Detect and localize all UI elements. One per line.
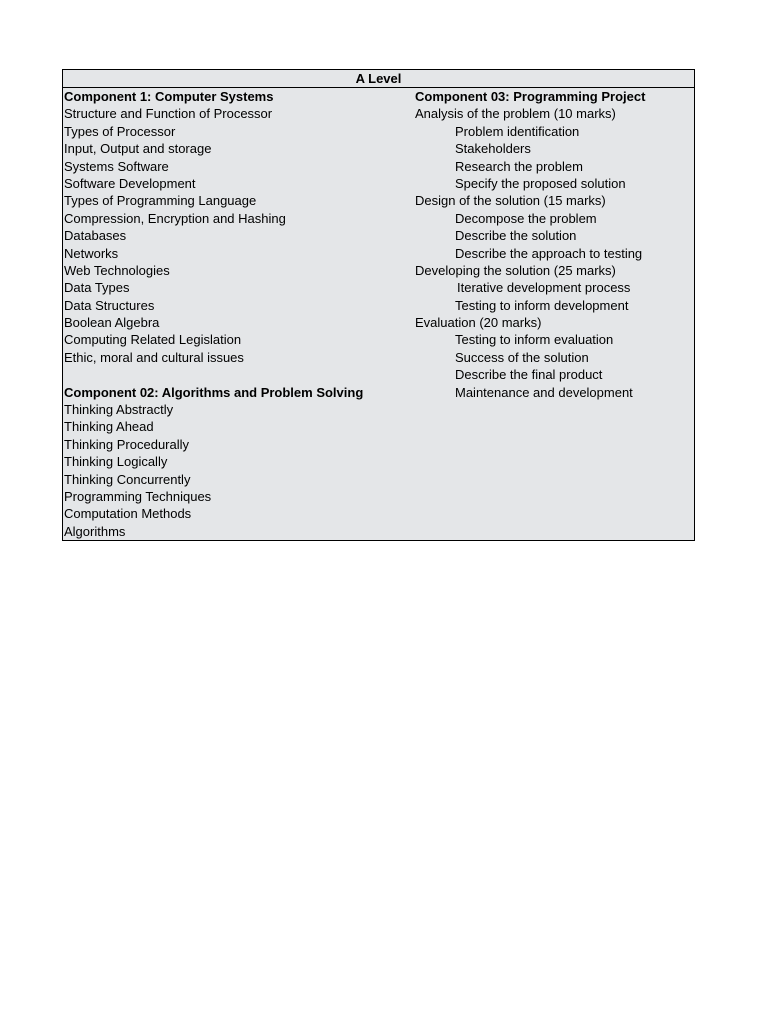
list-item: Software Development bbox=[64, 175, 196, 191]
spec-table bbox=[62, 69, 695, 541]
table-title: A Level bbox=[63, 70, 694, 88]
list-item: Thinking Concurrently bbox=[64, 471, 191, 487]
list-item: Programming Techniques bbox=[64, 488, 212, 504]
list-item: Types of Programming Language bbox=[64, 193, 257, 209]
list-item: Networks bbox=[64, 245, 119, 261]
list-item: Types of Processor bbox=[64, 123, 176, 139]
list-item: Stakeholders bbox=[455, 141, 531, 157]
list-item: Testing to inform evaluation bbox=[455, 332, 614, 348]
list-item: Computation Methods bbox=[64, 506, 192, 522]
table-body bbox=[63, 88, 694, 540]
list-item: Systems Software bbox=[64, 158, 169, 174]
list-item: Data Structures bbox=[64, 297, 155, 313]
left-column bbox=[64, 88, 414, 540]
list-item: Describe the solution bbox=[455, 228, 577, 244]
list-item: Ethic, moral and cultural issues bbox=[64, 349, 244, 365]
list-item: Describe the final product bbox=[455, 367, 603, 383]
section-title: Evaluation (20 marks) bbox=[415, 315, 542, 331]
list-item: Structure and Function of Processor bbox=[64, 106, 273, 122]
list-item: Research the problem bbox=[455, 158, 583, 174]
list-item: Algorithms bbox=[64, 523, 126, 539]
component2-heading: Component 02: Algorithms and Problem Solving bbox=[64, 384, 364, 400]
component1-heading: Component 1: Computer Systems bbox=[64, 89, 274, 104]
list-item: Thinking Procedurally bbox=[64, 436, 190, 452]
list-item: Data Types bbox=[64, 280, 130, 296]
list-item: Success of the solution bbox=[455, 349, 589, 365]
list-item: Thinking Abstractly bbox=[64, 402, 174, 418]
list-item: Decompose the problem bbox=[455, 210, 597, 226]
list-item: Specify the proposed solution bbox=[455, 175, 626, 191]
right-column bbox=[415, 88, 693, 401]
list-item: Web Technologies bbox=[64, 262, 170, 278]
list-item: Problem identification bbox=[455, 123, 580, 139]
list-item: Maintenance and development bbox=[455, 384, 633, 400]
list-item: Computing Related Legislation bbox=[64, 332, 242, 348]
list-item: Describe the approach to testing bbox=[455, 245, 643, 261]
list-item: Thinking Ahead bbox=[64, 419, 154, 435]
list-item: Testing to inform development bbox=[455, 297, 629, 313]
list-item: Iterative development process bbox=[457, 280, 631, 296]
list-item: Compression, Encryption and Hashing bbox=[64, 210, 286, 226]
blank-row bbox=[64, 366, 414, 383]
component3-heading: Component 03: Programming Project bbox=[415, 89, 646, 104]
list-item: Input, Output and storage bbox=[64, 141, 212, 157]
section-title: Design of the solution (15 marks) bbox=[415, 193, 606, 209]
section-title: Developing the solution (25 marks) bbox=[415, 262, 616, 278]
list-item: Thinking Logically bbox=[64, 454, 168, 470]
section-title: Analysis of the problem (10 marks) bbox=[415, 106, 616, 122]
list-item: Databases bbox=[64, 228, 127, 244]
list-item: Boolean Algebra bbox=[64, 315, 160, 331]
